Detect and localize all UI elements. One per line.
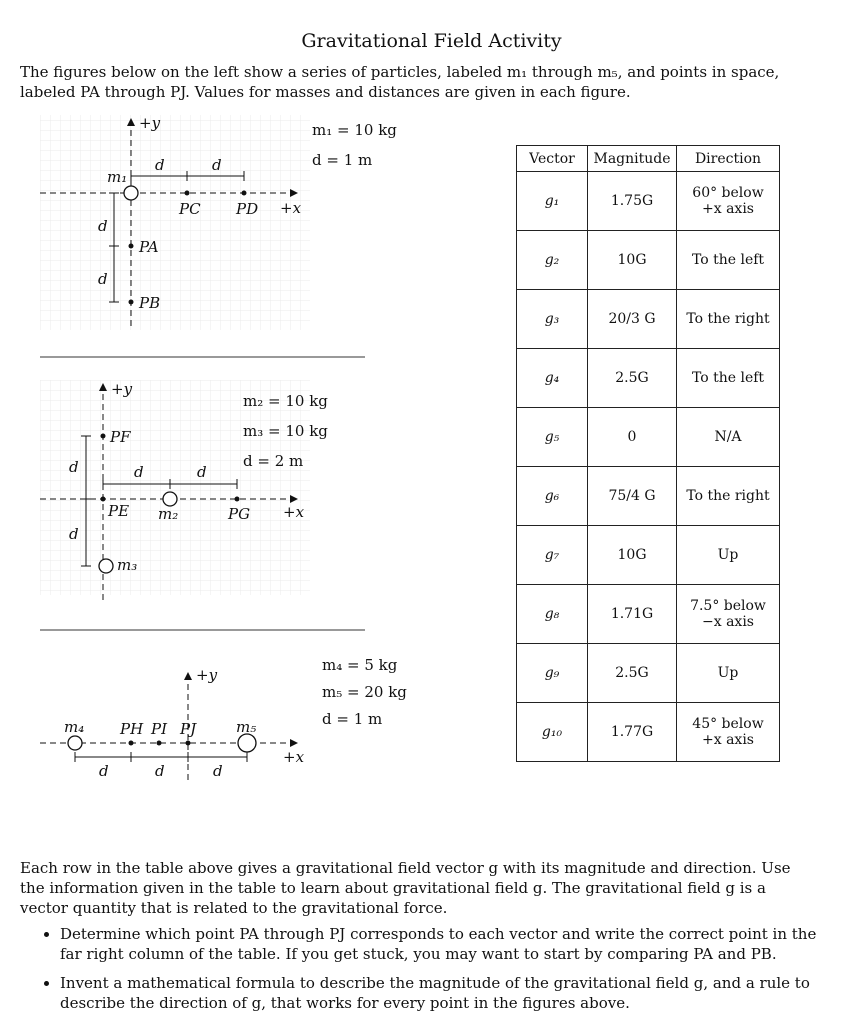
fig1-mass-m1 [124,186,138,200]
fig2-axis-x-label: +x [283,503,305,521]
fig3-mass-m5 [238,734,256,752]
fig3-given-m5: m₅ = 20 kg [322,683,407,701]
fig3-axis-y-label: +y [196,666,218,684]
direction-cell [677,526,780,585]
fig2-given-distance: d = 2 m [243,452,304,470]
direction-line: −x axis [702,614,754,630]
direction-line: To the right [686,488,770,504]
fig1-d-label-1: d [155,156,165,174]
fig1-pb-label: PB [139,294,161,312]
intro-text: The figures below on the left show a series of particles, labeled m₁ through m₅, and points in space, labeled PA through PJ. Values for masses and distances are given in each figure. [20,63,780,101]
fig1-d-label-3: d [98,217,108,235]
fig2-given-m2: m₂ = 10 kg [243,392,328,410]
fig2-pe-label: PE [108,502,130,520]
fig2-given-m3: m₃ = 10 kg [243,422,328,440]
magnitude-cell: 75/4 G [588,467,677,526]
fig3-point-ph [129,741,134,746]
fig2-pg-label: PG [228,505,251,523]
fig1-m1-label: m₁ [107,168,128,186]
fig2-point-pf [101,434,106,439]
fig2-d-label-4: d [69,525,79,543]
direction-line: 60° below [692,185,764,201]
direction-cell [677,349,780,408]
direction-cell [677,644,780,703]
fig1-pa-label: PA [139,238,159,256]
header-magnitude: Magnitude [588,146,677,172]
fig1-d-label-2: d [212,156,222,174]
magnitude-cell: 2.5G [588,349,677,408]
fig2-d-label-1: d [134,463,144,481]
table-row [517,290,780,349]
fig1-point-pa [129,244,134,249]
table-row [517,644,780,703]
magnitude-cell: 10G [588,526,677,585]
fig2-d-label-2: d [197,463,207,481]
direction-line: +x axis [702,201,754,217]
vector-table-body [517,172,780,762]
fig1-axis-y-label: +y [139,114,161,132]
fig3-d-label-1: d [99,762,109,780]
direction-line: N/A [714,429,742,445]
vector-cell: g₁₀ [517,703,588,762]
table-row [517,526,780,585]
vector-cell: g₄ [517,349,588,408]
fig1-d-label-4: d [98,270,108,288]
direction-cell [677,585,780,644]
direction-cell [677,408,780,467]
direction-line: 7.5° below [690,598,766,614]
direction-cell [677,467,780,526]
vector-table [516,145,780,762]
direction-cell [677,703,780,762]
fig2-mass-m2 [163,492,177,506]
direction-line: To the right [686,311,770,327]
table-row [517,408,780,467]
magnitude-cell: 10G [588,231,677,290]
fig2-m2-label: m₂ [158,505,179,523]
fig3-given-distance: d = 1 m [322,710,383,728]
vector-cell: g₅ [517,408,588,467]
fig3-given-m4: m₄ = 5 kg [322,656,398,674]
direction-line: +x axis [702,732,754,748]
fig2-grid [40,380,310,595]
vector-cell: g₉ [517,644,588,703]
fig2-m3-label: m₃ [117,556,138,574]
fig3-pi-label: PI [151,720,168,738]
direction-line: Up [717,547,739,563]
magnitude-cell: 1.75G [588,172,677,231]
magnitude-cell: 1.71G [588,585,677,644]
direction-line: 45° below [692,716,764,732]
fig3-mass-m4 [68,736,82,750]
fig1-point-pb [129,300,134,305]
vector-cell: g₆ [517,467,588,526]
fig3-d-label-3: d [213,762,223,780]
direction-cell [677,231,780,290]
fig3-axis-x-label: +x [283,748,305,766]
header-vector: Vector [517,146,588,172]
magnitude-cell: 20/3 G [588,290,677,349]
fig3-m4-label: m₄ [64,718,85,736]
direction-line: To the left [691,370,765,386]
fig2-axis-y-label: +y [111,380,133,398]
vector-cell: g₂ [517,231,588,290]
fig3-pj-label: PJ [180,720,197,738]
fig1-grid [40,115,310,330]
fig1-point-pd [242,191,247,196]
fig2-point-pe [101,497,106,502]
direction-cell [677,172,780,231]
table-row [517,172,780,231]
fig3-point-pi [157,741,162,746]
header-direction: Direction [677,146,780,172]
fig2-point-pg [235,497,240,502]
fig1-pc-label: PC [179,200,201,218]
fig3-m5-label: m₅ [236,718,257,736]
fig1-axis-x-label: +x [280,199,302,217]
vector-cell: g₇ [517,526,588,585]
table-row [517,231,780,290]
fig2-d-label-3: d [69,458,79,476]
magnitude-cell: 1.77G [588,703,677,762]
table-row [517,585,780,644]
table-row [517,349,780,408]
direction-line: Up [717,665,739,681]
direction-cell [677,290,780,349]
fig3-d-label-2: d [155,762,165,780]
fig3-point-pj [186,741,191,746]
vector-cell: g₃ [517,290,588,349]
instructions-list [20,924,840,1022]
vector-cell: g₁ [517,172,588,231]
table-row [517,467,780,526]
table-row [517,703,780,762]
fig1-given-mass: m₁ = 10 kg [312,121,397,139]
magnitude-cell: 2.5G [588,644,677,703]
vector-cell: g₈ [517,585,588,644]
fig2-pf-label: PF [110,428,131,446]
fig3-ph-label: PH [120,720,144,738]
instruction-item: • Determine which point PA through PJ corresponds to each vector and write the correct point in the far right column of the table. If you get stuck, you may want to start by comparing PA and PB. [60,924,840,964]
page-title: Gravitational Field Activity [301,30,562,52]
fig1-pd-label: PD [236,200,259,218]
fig1-point-pc [185,191,190,196]
fig1-given-distance: d = 1 m [312,151,373,169]
magnitude-cell: 0 [588,408,677,467]
instruction-item: • Invent a mathematical formula to describe the magnitude of the gravitational field g, and a rule to describe the direction of g, that works for every point in the figures above. [60,973,840,1013]
fig2-mass-m3 [99,559,113,573]
direction-line: To the left [691,252,765,268]
instructions-paragraph: Each row in the table above gives a gravitational field vector g with its magnitude and direction. Use the information given in the table to learn about gravitational field g. The gravitational field g is a vector quantity that is related to the gravitational force. [20,859,791,917]
